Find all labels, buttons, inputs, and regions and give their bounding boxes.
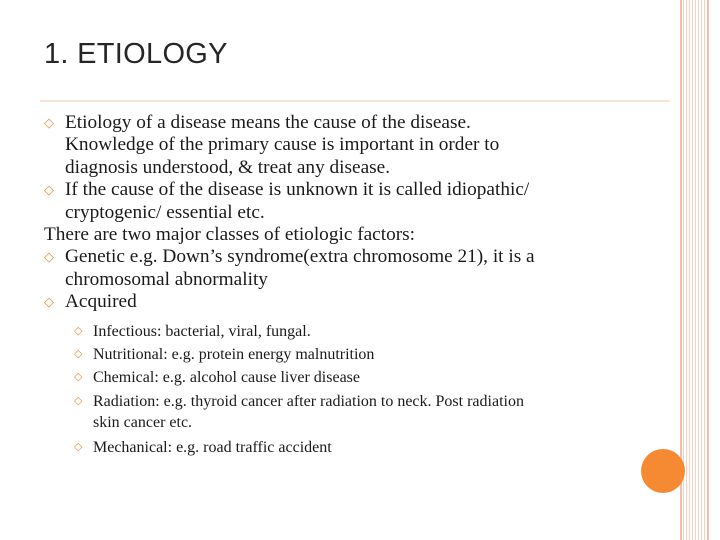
sub-bullet-item [44, 343, 644, 366]
sub-bullet-text: Mechanical: e.g. road traffic accident [93, 439, 332, 457]
decorative-stripes [683, 0, 707, 540]
bullet-text-cont: diagnosis understood, & treat any disease. [65, 156, 391, 178]
bullet-text: If the cause of the disease is unknown it is called idiopathic/ [65, 179, 530, 201]
title-divider [40, 100, 670, 102]
sub-bullet-item [44, 366, 644, 389]
decorative-circle [641, 449, 685, 493]
bullet-text-cont: chromosomal abnormality [65, 268, 268, 290]
sub-bullet-text: Radiation: e.g. thyroid cancer after radiation to neck. Post radiation [93, 392, 524, 410]
bullet-text-cont: Knowledge of the primary cause is important in order to [65, 134, 500, 156]
slide-body [44, 112, 644, 460]
sub-bullet-text: Chemical: e.g. alcohol cause liver disease [93, 369, 361, 387]
sub-bullet-item [44, 436, 644, 459]
sub-bullet-text: Nutritional: e.g. protein energy malnutrition [93, 346, 375, 364]
bullet-item [44, 291, 644, 313]
sub-bullet-text-cont: skin cancer etc. [93, 414, 193, 432]
open-diamond-icon: ◇ [44, 250, 54, 266]
intro-text: There are two major classes of etiologic factors: [44, 224, 416, 246]
bullet-item [44, 246, 644, 291]
open-diamond-icon: ◇ [74, 440, 83, 454]
open-diamond-icon: ◇ [44, 295, 54, 311]
bullet-text: Etiology of a disease means the cause of the disease. [65, 112, 471, 133]
open-diamond-icon: ◇ [44, 116, 54, 131]
slide-title: 1. ETIOLOGY [44, 38, 228, 70]
bullet-item [44, 179, 644, 224]
open-diamond-icon: ◇ [44, 183, 54, 199]
open-diamond-icon: ◇ [74, 370, 83, 384]
open-diamond-icon: ◇ [74, 347, 83, 361]
bullet-text: Acquired [65, 291, 137, 313]
open-diamond-icon: ◇ [74, 393, 83, 407]
bullet-text-cont: cryptogenic/ essential etc. [65, 201, 265, 223]
sub-bullet-item [44, 320, 644, 343]
bullet-item [44, 112, 644, 179]
sub-bullet-item [44, 390, 644, 436]
bullet-text: Genetic e.g. Down’s syndrome(extra chromosome 21), it is a [65, 246, 535, 268]
decorative-border [707, 0, 709, 540]
sub-bullet-text: Infectious: bacterial, viral, fungal. [93, 322, 311, 340]
open-diamond-icon: ◇ [74, 323, 83, 337]
